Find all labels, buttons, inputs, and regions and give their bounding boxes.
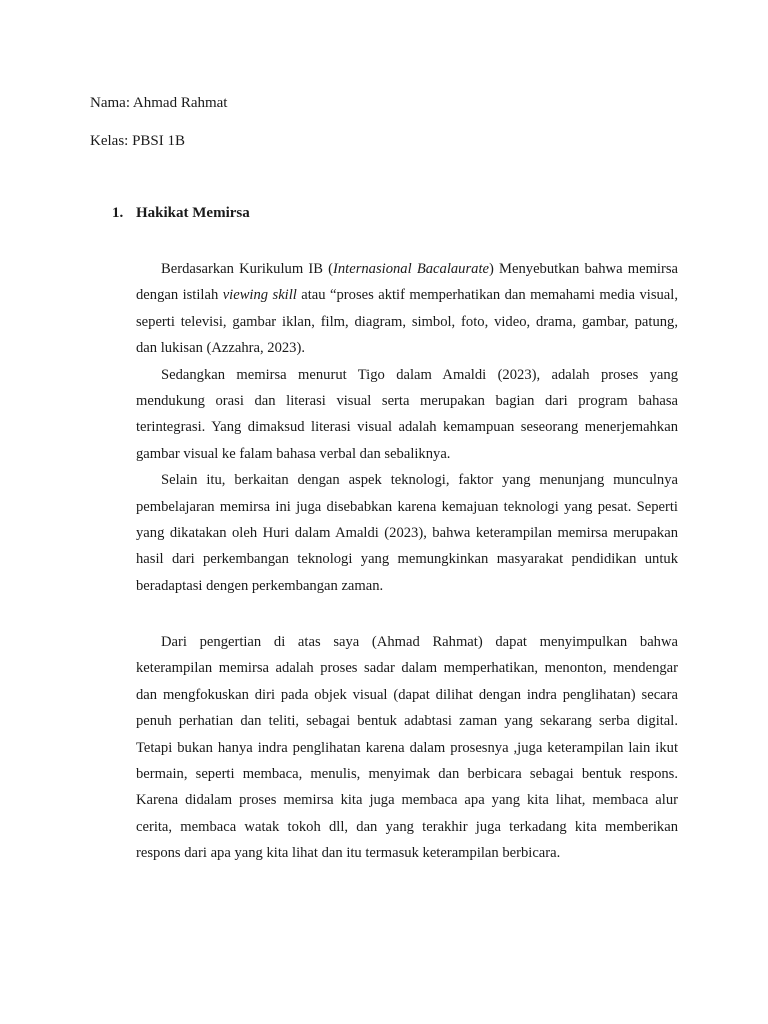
italic-term: viewing skill bbox=[222, 287, 297, 304]
section-heading bbox=[112, 204, 250, 222]
paragraph-line: seperti televisi, gambar iklan, film, diagram, simbol, foto, video, drama, gambar, patung, bbox=[136, 313, 678, 330]
paragraph-line: dan mengfokuskan diri pada objek visual (dapat dilihat dengan indra penglihatan) secara bbox=[136, 686, 678, 703]
paragraph-line: Selain itu, berkaitan dengan aspek teknologi, faktor yang menunjang munculnya bbox=[161, 472, 678, 489]
paragraph-line: yang dikatakan oleh Huri dalam Amaldi (2023), bahwa keterampilan memirsa merupakan bbox=[136, 524, 678, 541]
paragraph-line: Tetapi bukan hanya indra penglihatan karena dalam prosesnya ,juga keterampilan lain ikut bbox=[136, 739, 678, 756]
paragraph-line: gambar visual ke falam bahasa verbal dan sebaliknya. bbox=[136, 445, 451, 462]
paragraph-line: Berdasarkan Kurikulum IB (Internasional Bacalaurate) Menyebutkan bahwa memirsa bbox=[161, 261, 678, 277]
paragraph-line: terintegrasi. Yang dimaksud literasi visual adalah kemampuan seseorang menerjemahkan bbox=[136, 419, 678, 436]
student-class-line: Kelas: PBSI 1B bbox=[90, 133, 186, 149]
paragraph-line: Karena didalam proses memirsa kita juga membaca apa yang kita lihat, membaca alur bbox=[136, 792, 678, 809]
paragraph-line: cerita, membaca watak tokoh dll, dan yang terakhir juga terkadang kita memberikan bbox=[136, 818, 678, 835]
paragraph-line: hasil dari perkembangan teknologi yang memungkinkan masyarakat pendidikan untuk bbox=[136, 551, 678, 568]
paragraph-line: mendukung orasi dan literasi visual serta merupakan bagian dari program bahasa bbox=[136, 392, 678, 409]
paragraph-line: beradaptasi dengen perkembangan zaman. bbox=[136, 577, 384, 594]
paragraph-line: pembelajaran memirsa ini juga disebabkan karena kemajuan teknologi yang pesat. Seperti bbox=[136, 498, 678, 515]
italic-term: Internasional Bacalaurate bbox=[333, 261, 489, 277]
paragraph-line: Dari pengertian di atas saya (Ahmad Rahmat) dapat menyimpulkan bahwa bbox=[161, 634, 678, 650]
paragraph-line: dan lukisan (Azzahra, 2023). bbox=[136, 340, 305, 357]
paragraph-line: Sedangkan memirsa menurut Tigo dalam Amaldi (2023), adalah proses yang bbox=[161, 366, 678, 383]
paragraph-group-1 bbox=[136, 256, 678, 599]
section-number: 1. bbox=[112, 205, 124, 221]
paragraph-line: dengan istilah viewing skill atau “proses aktif memperhatikan dan memahami media visual, bbox=[136, 287, 678, 304]
student-name-line: Nama: Ahmad Rahmat bbox=[90, 95, 228, 111]
paragraph-line: keterampilan memirsa adalah proses sadar dalam memperhatikan, menonton, mendengar bbox=[136, 660, 678, 677]
paragraph-line: respons dari apa yang kita lihat dan itu termasuk keterampilan berbicara. bbox=[136, 845, 561, 862]
paragraph-line: penuh perhatian dan teliti, sebagai bentuk adabtasi zaman yang sekarang serba digital. bbox=[136, 713, 678, 730]
section-title: Hakikat Memirsa bbox=[136, 205, 250, 221]
paragraph-group-2 bbox=[136, 629, 678, 867]
paragraph-line: bermain, seperti membaca, menulis, menyimak dan berbicara sebagai bentuk respons. bbox=[136, 765, 678, 782]
